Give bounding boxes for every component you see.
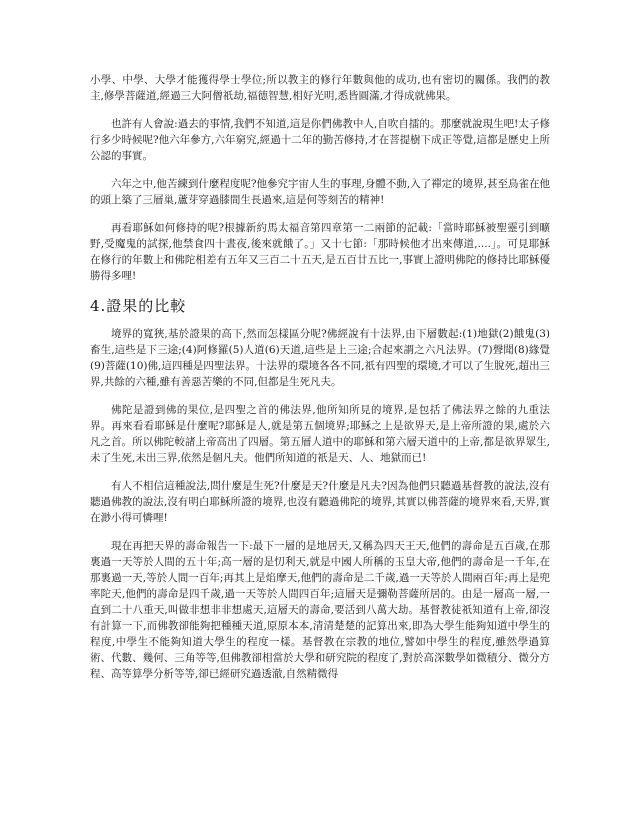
document-page [90,72,550,694]
paragraph-intro: 小學、中學、大學才能獲得學士學位;所以教主的修行年數與他的成功,也有密切的關係。我們的教主,修學菩薩道,經過三大阿僧祇劫,福德智慧,相好光明,悉皆圓滿,才得成就佛果。 [90,74,550,102]
paragraph-disbelief: 有人不相信這種說法,問什麼是生死?什麼是天?什麼是凡夫?因為他們只聽過基督教的說法,沒有聽過佛教的說法,沒有明白耶穌所證的境界,也沒有聽過佛陀的境界,其實以佛菩薩的境界來看,天界,實在渺小得可憐哩! [90,480,550,524]
paragraph-six-years: 六年之中,他苦練到什麼程度呢?他參究宇宙人生的事理,身體不動,入了禪定的境界,甚至鳥雀在他的頭上築了三層巢,蘆芽穿過膝間生長過來,這是何等刻苦的精神! [90,178,550,206]
section-heading: 4.證果的比較 [90,297,187,315]
paragraph-heaven-lifespan: 現在再把天界的壽命報告一下:最下一層的是地居天,又稱為四天王天,他們的壽命是五百歲,在那裏過一天等於人間的五十年;高一層的是忉利天,就是中國人所稱的玉皇大帝,他們的壽命是一千年,在那裏過一天,等於人間一百年;再其上是焰摩天,他們的壽命是二千歲,過一天等於人間兩百年;再上是兜率陀天,他們的壽命是四千歲,過一天等於人間四百年;這層天是彌勒菩薩所居的。由是一層高一層,一直到二十八重天,叫做非想非非想處天,這層天的壽命,要活到八萬大劫。基督教徒祇知道有上帝,卻沒有計算一下,而佛教卻能夠把種種天道,原原本本,清清楚楚的記算出來,即為大學生能夠知道中學生的程度,中學生不能夠知道大學生的程度一樣。基督教在宗教的地位,譬如中學生的程度,雖然學過算術、代數、幾何、三角等等,但佛教卻相當於大學和研究院的程度了,對於高深數學如微積分、微分方程、高等算學分析等等,卻已經研究過透澈,自然精微得 [90,540,550,680]
paragraph-ten-realms: 境界的寬狹,基於證果的高下,然而怎樣區分呢?佛經說有十法界,由下層數起:(1)地獄(2)餓鬼(3)畜生,這些是下三途;(4)阿修羅(5)人道(6)天道,這些是上三途;合起來謂之六凡法界。(7)聲聞(8)緣覺(9)菩薩(10)佛,這四種是四聖法界。十法界的環境各各不同,祇有四聖的環境,才可以了生脫死,超出三界,共餘的六種,雖有善惡苦樂的不同,但都是生死凡夫。 [90,328,550,388]
paragraph-buddha-realm: 佛陀是證到佛的果位,是四聖之首的佛法界,他所知所見的境界,是包括了佛法界之餘的九重法界。再來看看耶穌是什麼呢?耶穌是人,就是第五個境界;耶穌之上是欲界天,是上帝所證的果,處於六凡之首。所以佛陀較諸上帝高出了四層。第五層人道中的耶穌和第六層天道中的上帝,都是欲界眾生,未了生死,未出三界,依然是個凡夫。他們所知道的祇是天、人、地獄而已! [90,404,550,464]
paragraph-present-life: 也許有人會說:過去的事情,我們不知道,這是你們佛教中人,自吹自擂的。那麼就說現生吧!太子修行多少時候呢?他六年參方,六年窮究,經過十二年的勤苦修持,才在菩提樹下成正等覺,這都是歷史上所公認的事實。 [90,118,550,162]
paragraph-jesus-practice: 再看耶穌如何修持的呢?根據新約馬太福音第四章第一二兩節的記載:「當時耶穌被聖靈引到曠野,受魔鬼的試探,他禁食四十晝夜,後來就餓了。」又十七節:「那時候他才出來傳道,....」。可見耶穌在修行的年數上和佛陀相差有五年又三百二十五天,是五百廿五比一,事實上證明佛陀的修持比耶穌優勝得多哩! [90,222,550,282]
